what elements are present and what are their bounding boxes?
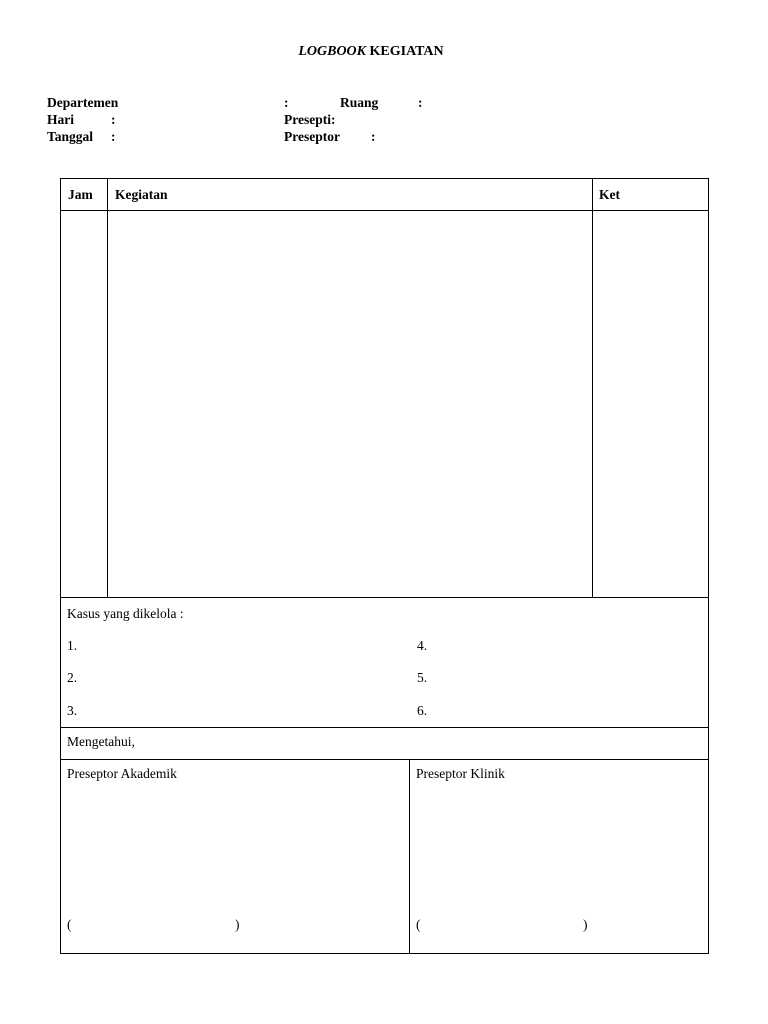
preseptor-label: Preseptor bbox=[284, 129, 340, 144]
jam-column-divider bbox=[107, 178, 108, 598]
ruang-label: Ruang bbox=[340, 95, 379, 110]
presepti-label: Presepti: bbox=[284, 112, 336, 127]
kasus-item-1: 1. bbox=[67, 638, 78, 653]
preseptor-colon: : bbox=[371, 129, 376, 144]
kasus-label: Kasus yang dikelola : bbox=[67, 606, 184, 621]
kasus-item-2: 2. bbox=[67, 670, 78, 685]
title-rest: KEGIATAN bbox=[369, 44, 444, 59]
hari-label: Hari bbox=[47, 112, 74, 127]
mengetahui-bottom-border bbox=[60, 759, 709, 760]
departemen-colon: : bbox=[284, 95, 289, 110]
preseptor-klinik-label: Preseptor Klinik bbox=[416, 766, 505, 781]
table-body-bottom-border bbox=[60, 597, 709, 598]
kasus-item-3: 3. bbox=[67, 703, 78, 718]
title-italic: LOGBOOK bbox=[298, 44, 366, 59]
column-header-ket: Ket bbox=[599, 187, 620, 202]
kasus-item-6: 6. bbox=[417, 703, 428, 718]
klinik-open-paren: ( bbox=[416, 917, 421, 932]
table-header-border bbox=[60, 210, 709, 211]
preseptor-akademik-label: Preseptor Akademik bbox=[67, 766, 177, 781]
ket-column-divider bbox=[592, 178, 593, 598]
kasus-item-5: 5. bbox=[417, 670, 428, 685]
kasus-bottom-border bbox=[60, 727, 709, 728]
klinik-close-paren: ) bbox=[583, 917, 588, 932]
table-bottom-border bbox=[60, 953, 709, 954]
ruang-colon: : bbox=[418, 95, 423, 110]
column-header-jam: Jam bbox=[68, 187, 93, 202]
table-top-border bbox=[60, 178, 709, 179]
hari-colon: : bbox=[111, 112, 116, 127]
table-right-border bbox=[708, 178, 709, 954]
akademik-close-paren: ) bbox=[235, 917, 240, 932]
mengetahui-label: Mengetahui, bbox=[67, 734, 135, 749]
column-header-kegiatan: Kegiatan bbox=[115, 187, 168, 202]
departemen-label: Departemen bbox=[47, 95, 119, 110]
signature-divider bbox=[409, 759, 410, 954]
table-left-border bbox=[60, 178, 61, 954]
page-title bbox=[0, 44, 742, 60]
tanggal-label: Tanggal bbox=[47, 129, 94, 144]
kasus-item-4: 4. bbox=[417, 638, 428, 653]
akademik-open-paren: ( bbox=[67, 917, 72, 932]
tanggal-colon: : bbox=[111, 129, 116, 144]
